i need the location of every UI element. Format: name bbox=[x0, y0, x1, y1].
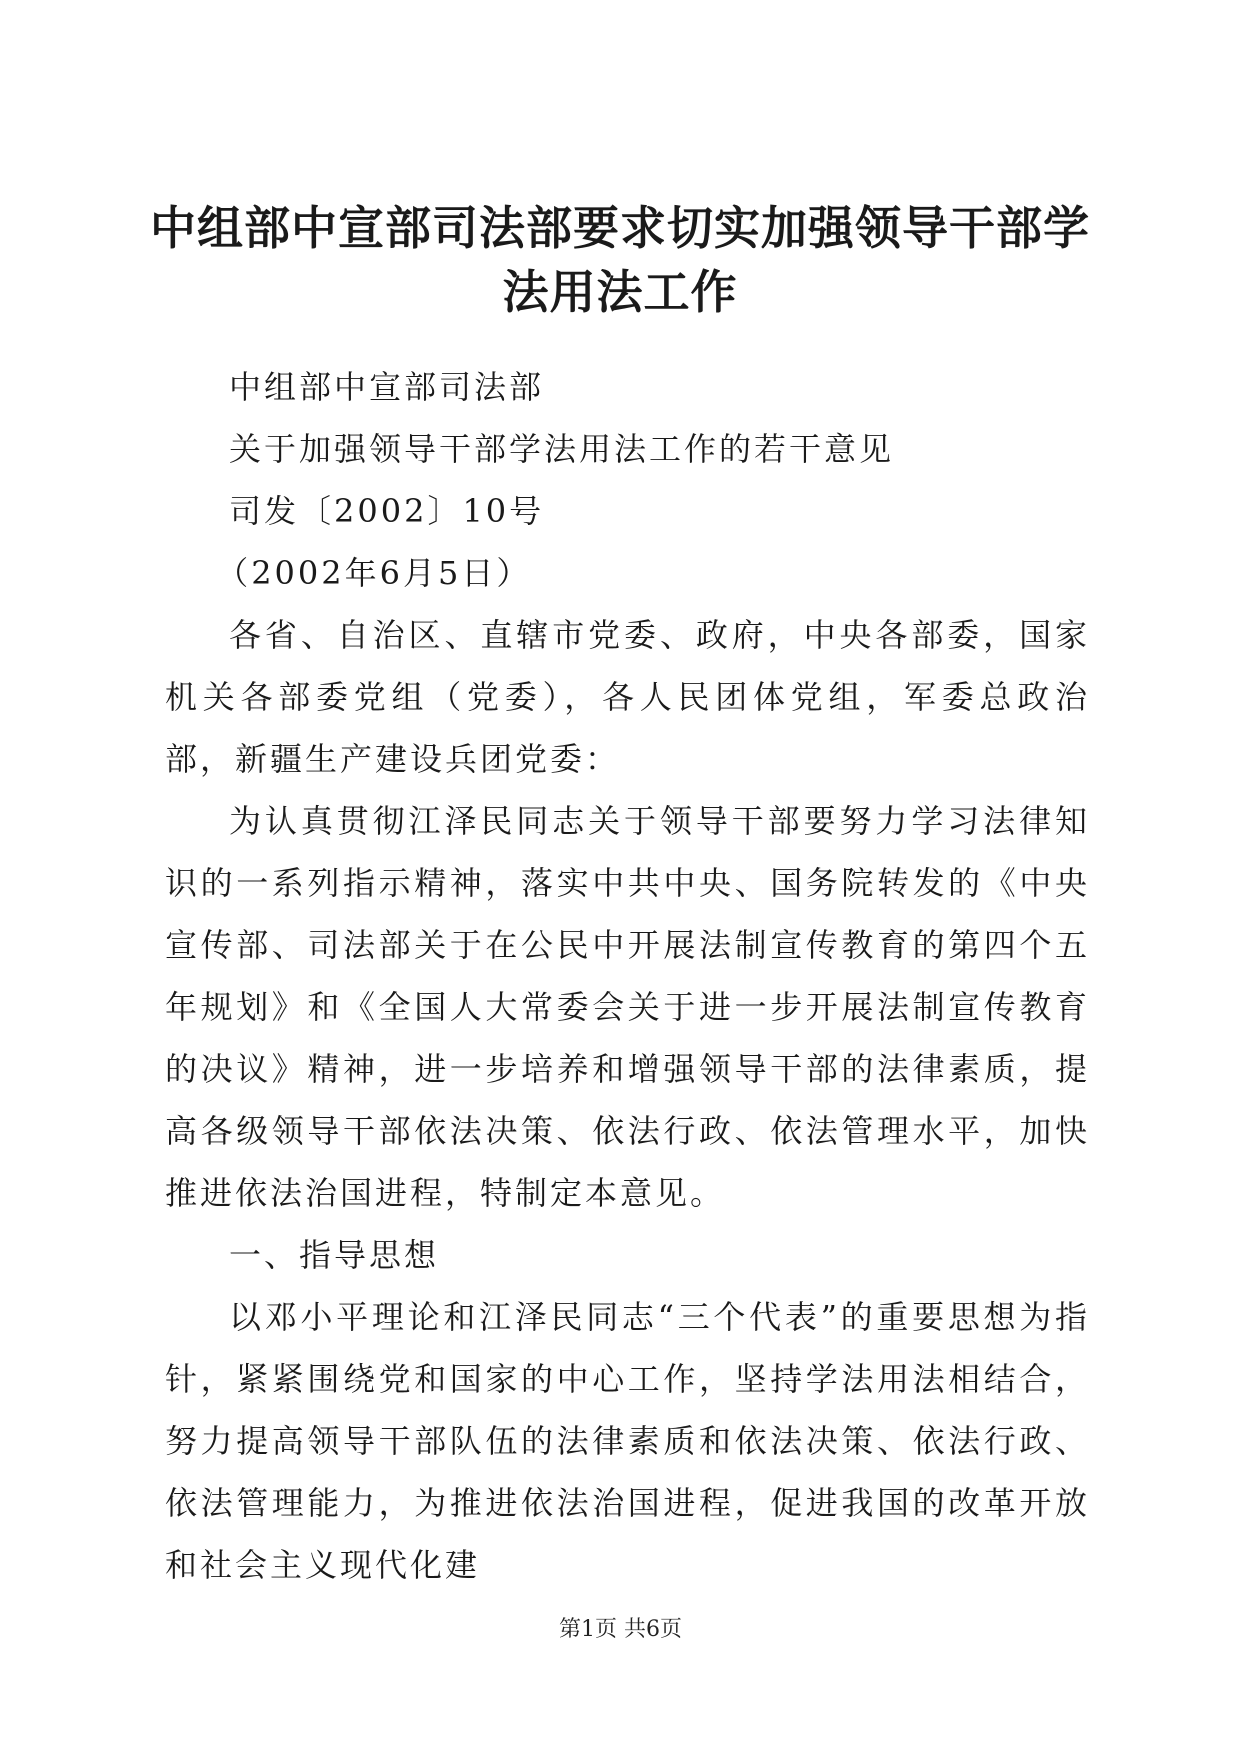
purpose-paragraph: 为认真贯彻江泽民同志关于领导干部要努力学习法律知识的一系列指示精神，落实中共中央、国务院转发的《中央宣传部、司法部关于在公民中开展法制宣传教育的第四个五年规划》和《全国人大常委会关于进一步开展法制宣传教育的决议》精神，进一步培养和增强领导干部的法律素质，提高各级领导干部依法决策、依法行政、依法管理水平，加快推进依法治国进程，特制定本意见。 bbox=[165, 802, 1090, 1212]
guiding-ideology-paragraph: 以邓小平理论和江泽民同志“三个代表”的重要思想为指针，紧紧围绕党和国家的中心工作，坚持学法用法相结合，努力提高领导干部队伍的法律素质和依法决策、依法行政、依法管理能力，为推进依法治国进程，促进我国的改革开放和社会主义现代化建 bbox=[165, 1298, 1090, 1584]
issuer-line: 中组部中宣部司法部 bbox=[229, 368, 545, 406]
document-number: 司发〔2002〕10号 bbox=[229, 492, 545, 530]
document-body bbox=[165, 356, 1090, 1596]
document-title: 中组部中宣部司法部要求切实加强领导干部学法用法工作 bbox=[150, 201, 1090, 319]
section-heading: 一、指导思想 bbox=[229, 1236, 440, 1274]
subtitle-line: 关于加强领导干部学法用法工作的若干意见 bbox=[229, 430, 895, 468]
document-date: （2002年6月5日） bbox=[216, 554, 532, 592]
addressee-paragraph: 各省、自治区、直辖市党委、政府，中央各部委，国家机关各部委党组（党委），各人民团体党组，军委总政治部，新疆生产建设兵团党委： bbox=[165, 616, 1090, 778]
page-footer: 第1页 共6页 bbox=[559, 1617, 682, 1642]
